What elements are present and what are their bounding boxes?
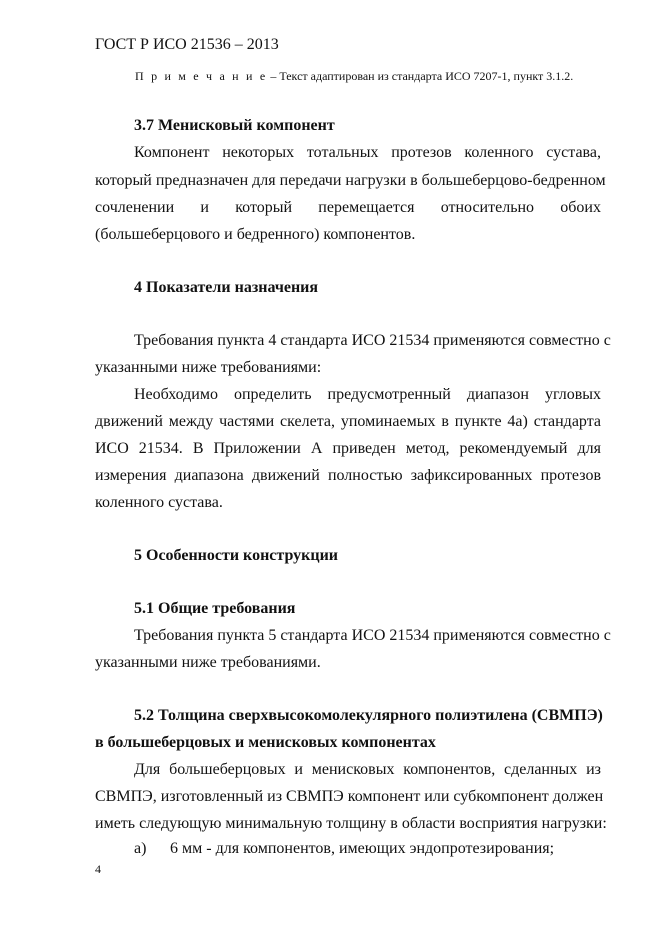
section-5-2-heading-cont: в большеберцовых и менисковых компонентах bbox=[95, 734, 436, 751]
note-text: – Текст адаптирован из стандарта ИСО 7207-1, пункт 3.1.2. bbox=[267, 69, 574, 83]
note bbox=[135, 69, 573, 84]
paragraph-line: Требования пункта 5 стандарта ИСО 21534 применяются совместно с bbox=[134, 627, 611, 644]
section-4-heading: 4 Показатели назначения bbox=[134, 279, 319, 296]
section-5-heading: 5 Особенности конструкции bbox=[134, 547, 338, 564]
paragraph-line: Компонент некоторых тотальных протезов коленного сустава, bbox=[134, 144, 601, 161]
paragraph-line: измерения диапазона движений полностью зафиксированных протезов bbox=[95, 467, 601, 484]
section-3-7-heading: 3.7 Менисковый компонент bbox=[134, 117, 335, 134]
paragraph-line: который предназначен для передачи нагрузки в большеберцово-бедренном bbox=[95, 172, 606, 189]
section-5-1-heading: 5.1 Общие требования bbox=[134, 600, 296, 617]
paragraph-line: указанными ниже требованиями. bbox=[95, 654, 321, 671]
paragraph-line: (большеберцового и бедренного) компонентов. bbox=[95, 226, 416, 243]
section-5-2-heading: 5.2 Толщина сверхвысокомолекулярного полиэтилена (СВМПЭ) bbox=[134, 707, 603, 724]
note-label: П р и м е ч а н и е bbox=[135, 69, 268, 83]
paragraph-line: Необходимо определить предусмотренный диапазон угловых bbox=[134, 386, 601, 403]
paragraph-line: указанными ниже требованиями: bbox=[95, 359, 322, 376]
paragraph-line: сочленении и который перемещается относительно обоих bbox=[95, 199, 601, 216]
paragraph-line: движений между частями скелета, упоминаемых в пункте 4а) стандарта bbox=[95, 413, 601, 430]
paragraph-line: Требования пункта 4 стандарта ИСО 21534 применяются совместно с bbox=[134, 332, 611, 349]
page-number: 4 bbox=[95, 862, 101, 876]
list-item-marker: а) bbox=[134, 840, 147, 857]
paragraph-line: коленного сустава. bbox=[95, 494, 223, 511]
paragraph-line: ИСО 21534. В Приложении А приведен метод, рекомендуемый для bbox=[95, 440, 601, 457]
paragraph-line: иметь следующую минимальную толщину в области восприятия нагрузки: bbox=[95, 815, 607, 832]
document-header: ГОСТ Р ИСО 21536 – 2013 bbox=[95, 36, 279, 53]
paragraph-line: Для большеберцовых и менисковых компонентов, сделанных из bbox=[134, 761, 601, 778]
list-item: 6 мм - для компонентов, имеющих эндопротезирования; bbox=[170, 840, 555, 857]
paragraph-line: СВМПЭ, изготовленный из СВМПЭ компонент или субкомпонент должен bbox=[95, 788, 604, 805]
